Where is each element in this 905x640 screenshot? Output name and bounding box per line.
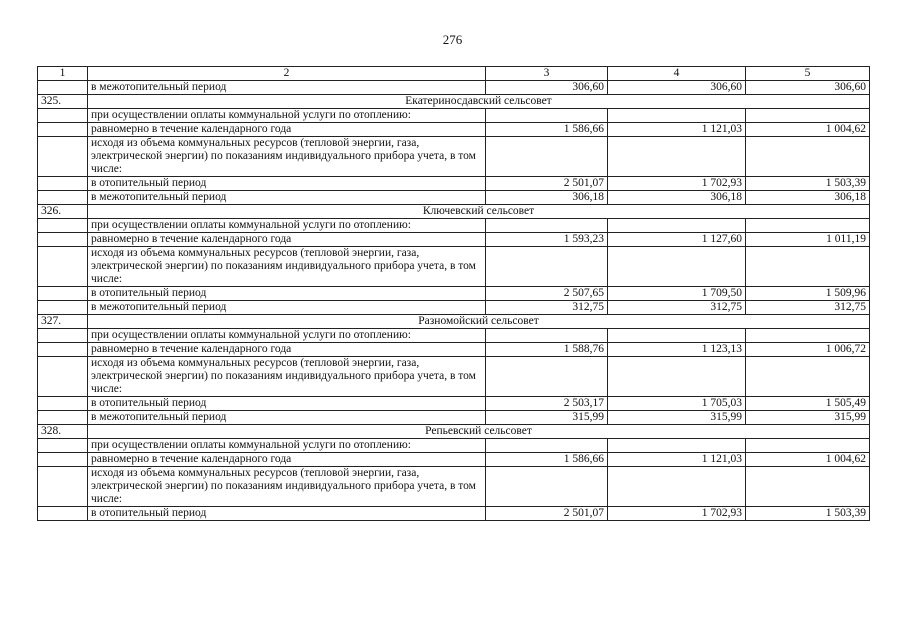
tariff-table bbox=[37, 66, 870, 521]
row-number bbox=[38, 191, 88, 205]
value-col-4 bbox=[608, 109, 746, 123]
table-row bbox=[38, 81, 870, 95]
value-col-5: 1 004,62 bbox=[746, 123, 870, 137]
value-col-5 bbox=[746, 329, 870, 343]
value-col-5 bbox=[746, 467, 870, 507]
row-number bbox=[38, 233, 88, 247]
table-row bbox=[38, 233, 870, 247]
row-number bbox=[38, 357, 88, 397]
row-label: в отопительный период bbox=[88, 177, 486, 191]
text-row bbox=[38, 357, 870, 397]
table-row bbox=[38, 287, 870, 301]
value-col-3: 1 593,23 bbox=[486, 233, 608, 247]
section-row bbox=[38, 315, 870, 329]
value-col-4 bbox=[608, 219, 746, 233]
value-col-5: 312,75 bbox=[746, 301, 870, 315]
row-label: при осуществлении оплаты коммунальной услуги по отоплению: bbox=[88, 109, 486, 123]
section-title: Ключевский сельсовет bbox=[88, 205, 870, 219]
table-row bbox=[38, 191, 870, 205]
row-number bbox=[38, 137, 88, 177]
row-number bbox=[38, 123, 88, 137]
value-col-3 bbox=[486, 329, 608, 343]
value-col-3: 2 503,17 bbox=[486, 397, 608, 411]
value-col-3: 306,18 bbox=[486, 191, 608, 205]
row-number bbox=[38, 439, 88, 453]
row-number bbox=[38, 411, 88, 425]
row-label: в отопительный период bbox=[88, 507, 486, 521]
row-label: при осуществлении оплаты коммунальной услуги по отоплению: bbox=[88, 329, 486, 343]
table-row bbox=[38, 123, 870, 137]
row-label: равномерно в течение календарного года bbox=[88, 343, 486, 357]
row-label: равномерно в течение календарного года bbox=[88, 453, 486, 467]
row-label: в отопительный период bbox=[88, 287, 486, 301]
row-number bbox=[38, 301, 88, 315]
column-header-2: 2 bbox=[88, 67, 486, 81]
section-row bbox=[38, 95, 870, 109]
value-col-4 bbox=[608, 439, 746, 453]
value-col-3: 2 501,07 bbox=[486, 177, 608, 191]
value-col-3 bbox=[486, 439, 608, 453]
value-col-3: 2 501,07 bbox=[486, 507, 608, 521]
table-header-row bbox=[38, 67, 870, 81]
row-label: исходя из объема коммунальных ресурсов (тепловой энергии, газа, электрической энергии) по показаниям индивидуального прибора учета, в том числе: bbox=[88, 137, 486, 177]
value-col-5: 1 503,39 bbox=[746, 507, 870, 521]
value-col-5: 1 503,39 bbox=[746, 177, 870, 191]
value-col-5: 315,99 bbox=[746, 411, 870, 425]
row-number bbox=[38, 507, 88, 521]
row-label: в межотопительный период bbox=[88, 81, 486, 95]
row-number bbox=[38, 343, 88, 357]
row-label: при осуществлении оплаты коммунальной услуги по отоплению: bbox=[88, 439, 486, 453]
value-col-3 bbox=[486, 137, 608, 177]
text-row bbox=[38, 109, 870, 123]
value-col-5: 1 509,96 bbox=[746, 287, 870, 301]
value-col-5 bbox=[746, 357, 870, 397]
column-header-4: 4 bbox=[608, 67, 746, 81]
value-col-3 bbox=[486, 357, 608, 397]
value-col-3: 1 586,66 bbox=[486, 453, 608, 467]
value-col-4 bbox=[608, 329, 746, 343]
text-row bbox=[38, 439, 870, 453]
row-number: 325. bbox=[38, 95, 88, 109]
row-label: в отопительный период bbox=[88, 397, 486, 411]
table-row bbox=[38, 397, 870, 411]
text-row bbox=[38, 219, 870, 233]
row-number: 327. bbox=[38, 315, 88, 329]
row-label: исходя из объема коммунальных ресурсов (тепловой энергии, газа, электрической энергии) по показаниям индивидуального прибора учета, в том числе: bbox=[88, 357, 486, 397]
row-number bbox=[38, 453, 88, 467]
value-col-4: 1 705,03 bbox=[608, 397, 746, 411]
table-row bbox=[38, 177, 870, 191]
value-col-3: 312,75 bbox=[486, 301, 608, 315]
text-row bbox=[38, 329, 870, 343]
value-col-4: 306,18 bbox=[608, 191, 746, 205]
value-col-4: 1 123,13 bbox=[608, 343, 746, 357]
value-col-5: 306,18 bbox=[746, 191, 870, 205]
section-row bbox=[38, 425, 870, 439]
row-label: при осуществлении оплаты коммунальной услуги по отоплению: bbox=[88, 219, 486, 233]
row-label: равномерно в течение календарного года bbox=[88, 123, 486, 137]
value-col-5: 1 004,62 bbox=[746, 453, 870, 467]
row-label: исходя из объема коммунальных ресурсов (тепловой энергии, газа, электрической энергии) по показаниям индивидуального прибора учета, в том числе: bbox=[88, 247, 486, 287]
value-col-3 bbox=[486, 219, 608, 233]
text-row bbox=[38, 247, 870, 287]
row-number: 328. bbox=[38, 425, 88, 439]
value-col-5 bbox=[746, 109, 870, 123]
value-col-5: 1 011,19 bbox=[746, 233, 870, 247]
column-header-5: 5 bbox=[746, 67, 870, 81]
value-col-4 bbox=[608, 357, 746, 397]
section-title: Разномойский сельсовет bbox=[88, 315, 870, 329]
text-row bbox=[38, 137, 870, 177]
column-header-3: 3 bbox=[486, 67, 608, 81]
value-col-3: 2 507,65 bbox=[486, 287, 608, 301]
row-label: исходя из объема коммунальных ресурсов (тепловой энергии, газа, электрической энергии) по показаниям индивидуального прибора учета, в том числе: bbox=[88, 467, 486, 507]
value-col-3: 1 588,76 bbox=[486, 343, 608, 357]
row-label: в межотопительный период bbox=[88, 301, 486, 315]
table-row bbox=[38, 411, 870, 425]
section-title: Репьевский сельсовет bbox=[88, 425, 870, 439]
value-col-4: 1 709,50 bbox=[608, 287, 746, 301]
text-row bbox=[38, 467, 870, 507]
value-col-5 bbox=[746, 219, 870, 233]
value-col-4: 1 127,60 bbox=[608, 233, 746, 247]
value-col-4: 1 702,93 bbox=[608, 177, 746, 191]
row-label: в межотопительный период bbox=[88, 191, 486, 205]
value-col-5: 1 505,49 bbox=[746, 397, 870, 411]
value-col-3 bbox=[486, 467, 608, 507]
row-label: в межотопительный период bbox=[88, 411, 486, 425]
section-title: Екатериносдавский сельсовет bbox=[88, 95, 870, 109]
row-number bbox=[38, 219, 88, 233]
value-col-4: 315,99 bbox=[608, 411, 746, 425]
row-number bbox=[38, 329, 88, 343]
value-col-3 bbox=[486, 109, 608, 123]
row-number bbox=[38, 109, 88, 123]
value-col-4: 312,75 bbox=[608, 301, 746, 315]
page-number: 276 bbox=[442, 32, 463, 47]
table-row bbox=[38, 343, 870, 357]
value-col-5: 306,60 bbox=[746, 81, 870, 95]
row-number bbox=[38, 467, 88, 507]
row-number: 326. bbox=[38, 205, 88, 219]
table-row bbox=[38, 453, 870, 467]
value-col-3 bbox=[486, 247, 608, 287]
row-number bbox=[38, 397, 88, 411]
value-col-3: 306,60 bbox=[486, 81, 608, 95]
value-col-5 bbox=[746, 439, 870, 453]
value-col-5: 1 006,72 bbox=[746, 343, 870, 357]
value-col-3: 315,99 bbox=[486, 411, 608, 425]
table-row bbox=[38, 507, 870, 521]
value-col-4 bbox=[608, 137, 746, 177]
value-col-4: 306,60 bbox=[608, 81, 746, 95]
table-row bbox=[38, 301, 870, 315]
value-col-4: 1 121,03 bbox=[608, 453, 746, 467]
value-col-4: 1 121,03 bbox=[608, 123, 746, 137]
value-col-4 bbox=[608, 467, 746, 507]
value-col-4 bbox=[608, 247, 746, 287]
value-col-5 bbox=[746, 247, 870, 287]
value-col-4: 1 702,93 bbox=[608, 507, 746, 521]
value-col-5 bbox=[746, 137, 870, 177]
row-number bbox=[38, 247, 88, 287]
value-col-3: 1 586,66 bbox=[486, 123, 608, 137]
section-row bbox=[38, 205, 870, 219]
row-number bbox=[38, 287, 88, 301]
column-header-1: 1 bbox=[38, 67, 88, 81]
row-label: равномерно в течение календарного года bbox=[88, 233, 486, 247]
row-number bbox=[38, 81, 88, 95]
row-number bbox=[38, 177, 88, 191]
